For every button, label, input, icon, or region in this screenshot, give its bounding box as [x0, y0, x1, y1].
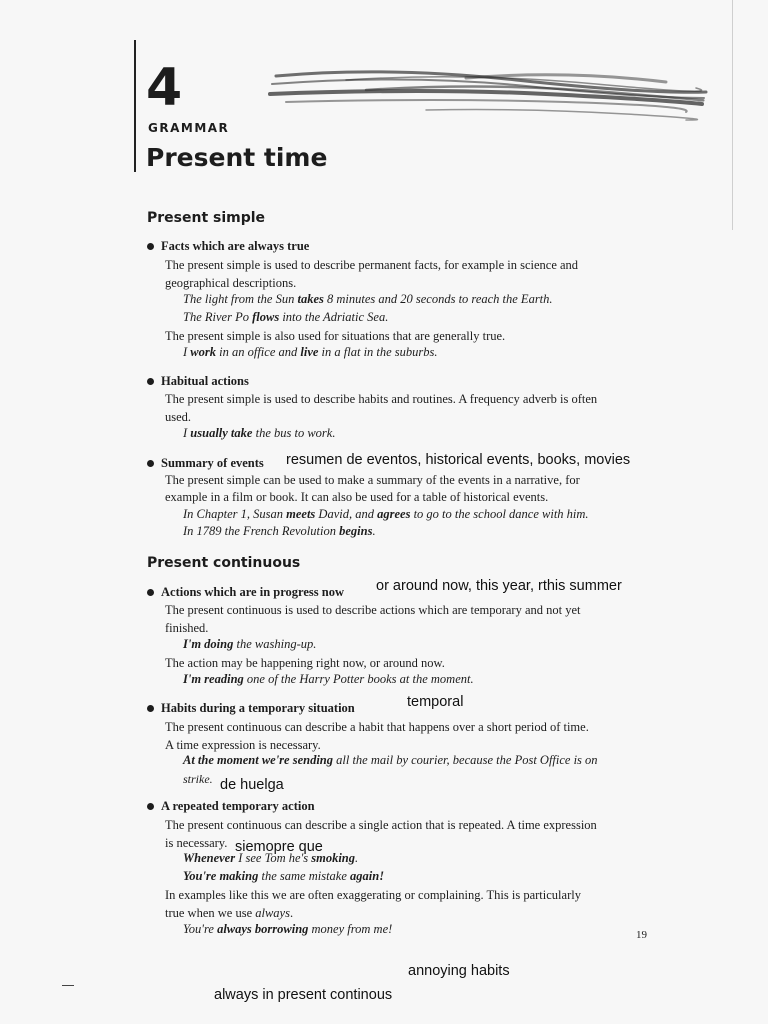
- facts-text-1b: geographical descriptions.: [165, 276, 297, 290]
- summary-example-1: In Chapter 1, Susan meets David, and agrees to go to the school dance with him.: [183, 507, 589, 521]
- present-continuous-heading: Present continuous: [147, 555, 301, 571]
- repeated-example-2: You're making the same mistake again!: [183, 869, 385, 883]
- repeated-example-1: Whenever I see Tom he's smoking.: [183, 851, 359, 865]
- bullet-repeated-label: A repeated temporary action: [161, 799, 315, 813]
- habitual-text-1a: The present simple is used to describe habits and routines. A frequency adverb is often: [165, 392, 598, 406]
- bullet-temporary: [148, 701, 355, 716]
- bullet-progress-label: Actions which are in progress now: [161, 585, 345, 599]
- summary-text-1a: The present simple can be used to make a summary of the events in a narrative, for: [165, 473, 580, 487]
- handwritten-note-temporary: temporal: [407, 694, 464, 710]
- bullet-facts-label: Facts which are always true: [161, 239, 310, 253]
- temporary-text-1b: A time expression is necessary.: [165, 738, 321, 752]
- handwritten-note-whenever: siemopre que: [235, 839, 323, 855]
- progress-example-2: I'm reading one of the Harry Potter books at the moment.: [183, 672, 474, 686]
- page-title: Present time: [146, 143, 328, 172]
- summary-text-1b: example in a film or book. It can also be used for a table of historical events.: [165, 490, 549, 504]
- bullet-habitual-label: Habitual actions: [161, 374, 249, 388]
- bullet-habitual: [148, 374, 249, 389]
- progress-text-1a: The present continuous is used to describe actions which are temporary and not yet: [165, 603, 581, 617]
- page-edge-line: [732, 0, 733, 230]
- page-number: 19: [636, 929, 647, 941]
- bullet-summary: [148, 456, 264, 471]
- summary-example-2: In 1789 the French Revolution begins.: [183, 524, 376, 538]
- habitual-text-1b: used.: [165, 410, 192, 424]
- temporary-example-1: At the moment we're sending all the mail by courier, because the Post Office is on: [183, 753, 598, 767]
- facts-example-2: The River Po flows into the Adriatic Sea.: [183, 310, 389, 324]
- facts-example-3: I work in an office and live in a flat in the suburbs.: [183, 345, 438, 359]
- handwritten-note-always: always in present continous: [214, 987, 393, 1003]
- progress-text-2: The action may be happening right now, or around now.: [165, 656, 445, 670]
- bullet-repeated: [148, 799, 315, 814]
- present-simple-heading: Present simple: [147, 210, 266, 226]
- bullet-facts: [148, 239, 309, 254]
- scan-mark: [62, 985, 74, 986]
- repeated-text-1a: The present continuous can describe a single action that is repeated. A time expression: [165, 818, 597, 832]
- handwritten-note-progress: or around now, this year, rthis summer: [376, 578, 622, 594]
- habitual-example-1: I usually take the bus to work.: [183, 426, 336, 440]
- repeated-text-2a: In examples like this we are often exaggerating or complaining. This is particularly: [165, 888, 581, 902]
- unit-divider-line: [134, 40, 136, 172]
- repeated-example-3: You're always borrowing money from me!: [183, 922, 393, 936]
- repeated-text-1b: is necessary.: [165, 836, 228, 850]
- facts-example-1: The light from the Sun takes 8 minutes and 20 seconds to reach the Earth.: [183, 292, 553, 306]
- bullet-summary-label: Summary of events: [161, 456, 264, 470]
- bullet-progress: [148, 585, 344, 600]
- decorative-brush-stroke: [266, 62, 708, 128]
- bullet-temporary-label: Habits during a temporary situation: [161, 701, 355, 715]
- facts-text-1a: The present simple is used to describe permanent facts, for example in science and: [165, 258, 579, 272]
- unit-number: 4: [146, 58, 183, 118]
- handwritten-note-annoying: annoying habits: [408, 963, 510, 979]
- repeated-text-2b: true when we use always.: [165, 906, 294, 920]
- progress-text-1b: finished.: [165, 621, 209, 635]
- temporary-example-1-cont: strike.: [183, 772, 213, 786]
- temporary-text-1a: The present continuous can describe a habit that happens over a short period of time.: [165, 720, 589, 734]
- section-label: GRAMMAR: [148, 121, 230, 135]
- progress-example-1: I'm doing the washing-up.: [183, 637, 317, 651]
- handwritten-note-summary: resumen de eventos, historical events, books, movies: [286, 452, 631, 468]
- facts-text-2: The present simple is also used for situations that are generally true.: [165, 329, 506, 343]
- handwritten-note-strike: de huelga: [220, 777, 284, 793]
